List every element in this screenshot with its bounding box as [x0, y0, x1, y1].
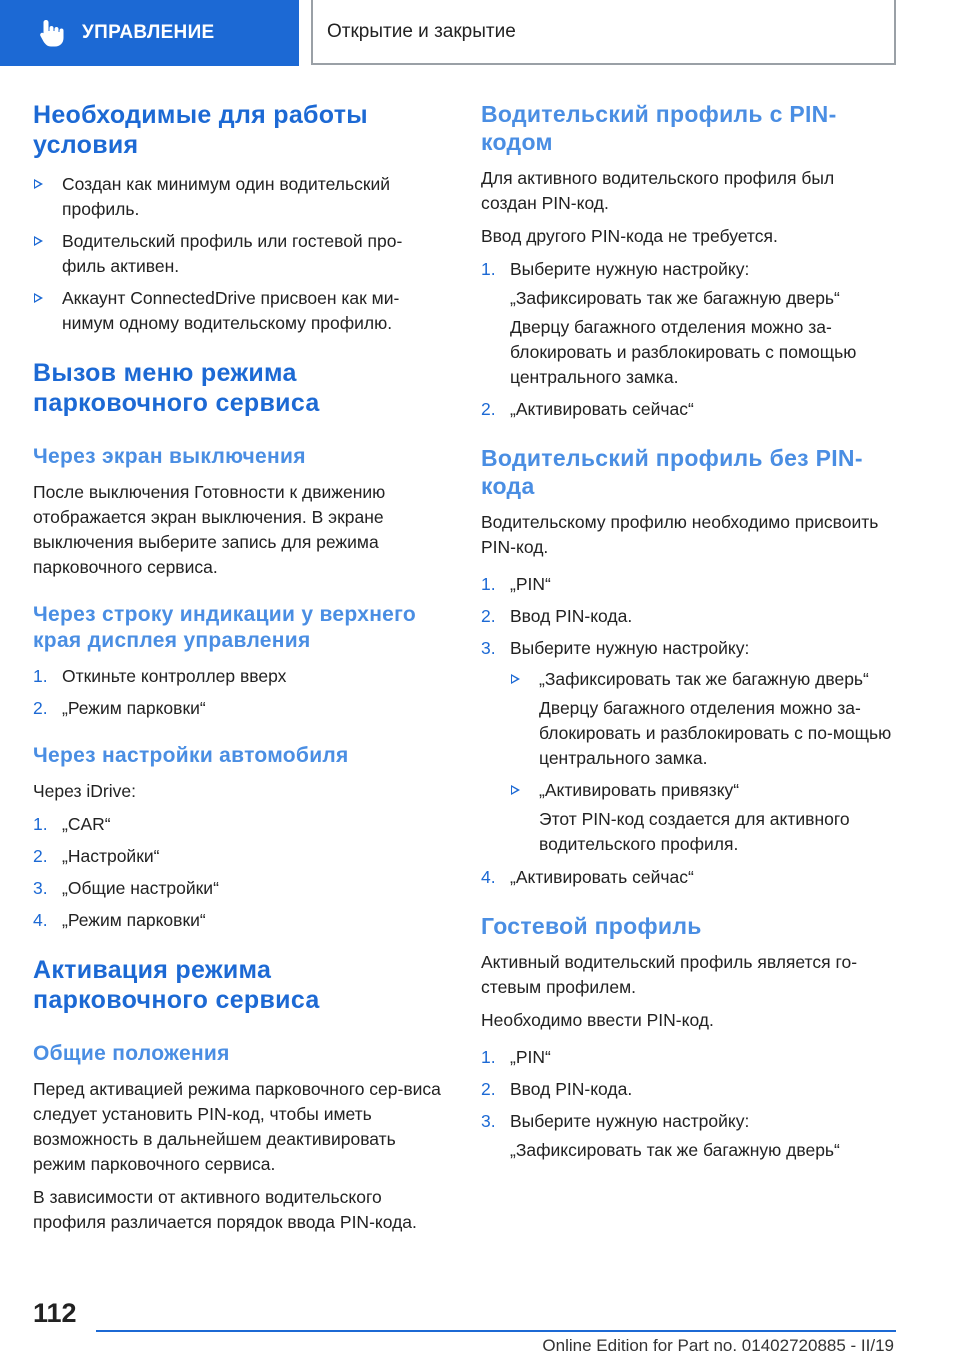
with-pin-steps — [481, 257, 893, 422]
bullet-triangle-icon — [511, 785, 520, 795]
paragraph-with-pin-1: Для активного водительского профиля был создан PIN-код. — [481, 168, 835, 213]
list-item: „Активировать привязку“ Этот PIN-код создается для активного водительского профиля. — [510, 778, 893, 857]
list-item: 1. Откиньте контроллер вверх — [33, 666, 287, 686]
list-item: 4. „Активировать сейчас“ — [481, 867, 694, 887]
list-item: Создан как минимум один водительский профиль. — [33, 172, 445, 222]
heading-conditions: Необходимые для работы условия — [33, 101, 368, 159]
paragraph-general-2: В зависимости от активного водительского профиля различается порядок ввода PIN-кода. — [33, 1187, 417, 1232]
paragraph-guest-2: Необходимо ввести PIN-код. — [481, 1010, 714, 1030]
without-pin-options — [510, 667, 893, 857]
bullet-triangle-icon — [34, 179, 43, 189]
heading-activation: Активация режима парковочного сервиса — [33, 956, 320, 1014]
bullet-triangle-icon — [511, 674, 520, 684]
section-title: УПРАВЛЕНИЕ — [82, 22, 215, 43]
list-item: 3. „Общие настройки“ — [33, 878, 219, 898]
list-item: „Зафиксировать так же багажную дверь“ Дверцу багажного отделения можно за-блокировать и разблокировать с по-мощью центрального замка. — [510, 667, 893, 771]
heading-without-pin: Водительский профиль без PIN-кода — [481, 445, 863, 499]
without-pin-steps — [481, 572, 893, 890]
footer-edition: Online Edition for Part no. 01402720885 - II/19 — [542, 1336, 894, 1355]
heading-via-status-bar: Через строку индикации у верхнего края дисплея управления — [33, 603, 417, 652]
heading-via-settings: Через настройки автомобиля — [33, 744, 349, 767]
list-item: 1. „CAR“ — [33, 814, 111, 834]
bullet-triangle-icon — [34, 236, 43, 246]
status-bar-steps — [33, 664, 445, 721]
right-column — [481, 100, 893, 1171]
heading-guest: Гостевой профиль — [481, 913, 702, 939]
heading-call-menu: Вызов меню режима парковочного сервиса — [33, 359, 320, 417]
list-item: 2. Ввод PIN-кода. — [481, 606, 633, 626]
list-item: 3. Выберите нужную настройку: „Зафиксировать так же багажную дверь“ Дверцу багажного отделения можно за-блокировать и разблокировать с по-мощью центрального замка. „Активировать привязку“ Этот PIN-код создается для активного водительского профиля. — [481, 636, 893, 857]
list-item: 1. Выберите нужную настройку: „Зафиксировать так же багажную дверь“ Дверцу багажного отделения можно за-блокировать и разблокировать с помощью центрального замка. — [481, 259, 857, 387]
left-column — [33, 100, 445, 1243]
hand-pointer-icon — [38, 18, 66, 48]
paragraph-with-pin-2: Ввод другого PIN-кода не требуется. — [481, 226, 778, 246]
chapter-tab[interactable] — [311, 0, 896, 65]
chapter-title: Открытие и закрытие — [327, 20, 516, 42]
list-item: 2. „Активировать сейчас“ — [481, 399, 694, 419]
settings-steps — [33, 812, 445, 933]
heading-with-pin: Водительский профиль с PIN-кодом — [481, 101, 837, 155]
paragraph-general-1: Перед активацией режима парковочного сер-виса следует установить PIN-код, чтобы иметь возможность в дальнейшем деактивировать режим парковочного сервиса. — [33, 1079, 441, 1174]
page-number: 112 — [33, 1298, 77, 1328]
list-item: 2. „Настройки“ — [33, 846, 160, 866]
list-item: 3. Выберите нужную настройку: „Зафиксировать так же багажную дверь“ — [481, 1111, 840, 1160]
footer-divider — [96, 1330, 896, 1332]
bullet-triangle-icon — [34, 293, 43, 303]
paragraph-via-off-screen: После выключения Готовности к движению отображается экран выключения. В экране выключения выберите запись для режима парковочного сервиса. — [33, 482, 386, 577]
list-item: Водительский профиль или гостевой про-филь активен. — [33, 229, 445, 279]
list-item: 2. „Режим парковки“ — [33, 698, 206, 718]
list-item: 2. Ввод PIN-кода. — [481, 1079, 633, 1099]
paragraph-via-idrive: Через iDrive: — [33, 781, 136, 801]
list-item: 1. „PIN“ — [481, 574, 551, 594]
paragraph-without-pin: Водительскому профилю необходимо присвоить PIN-код. — [481, 512, 879, 557]
paragraph-guest-1: Активный водительский профиль является го-стевым профилем. — [481, 952, 858, 997]
guest-steps — [481, 1045, 893, 1163]
list-item: 4. „Режим парковки“ — [33, 910, 206, 930]
list-item: Аккаунт ConnectedDrive присвоен как ми-нимум одному водительскому профилю. — [33, 286, 445, 336]
conditions-list — [33, 172, 445, 336]
list-item: 1. „PIN“ — [481, 1047, 551, 1067]
heading-general: Общие положения — [33, 1042, 230, 1065]
section-tab[interactable] — [0, 0, 299, 66]
heading-via-off-screen: Через экран выключения — [33, 445, 306, 468]
